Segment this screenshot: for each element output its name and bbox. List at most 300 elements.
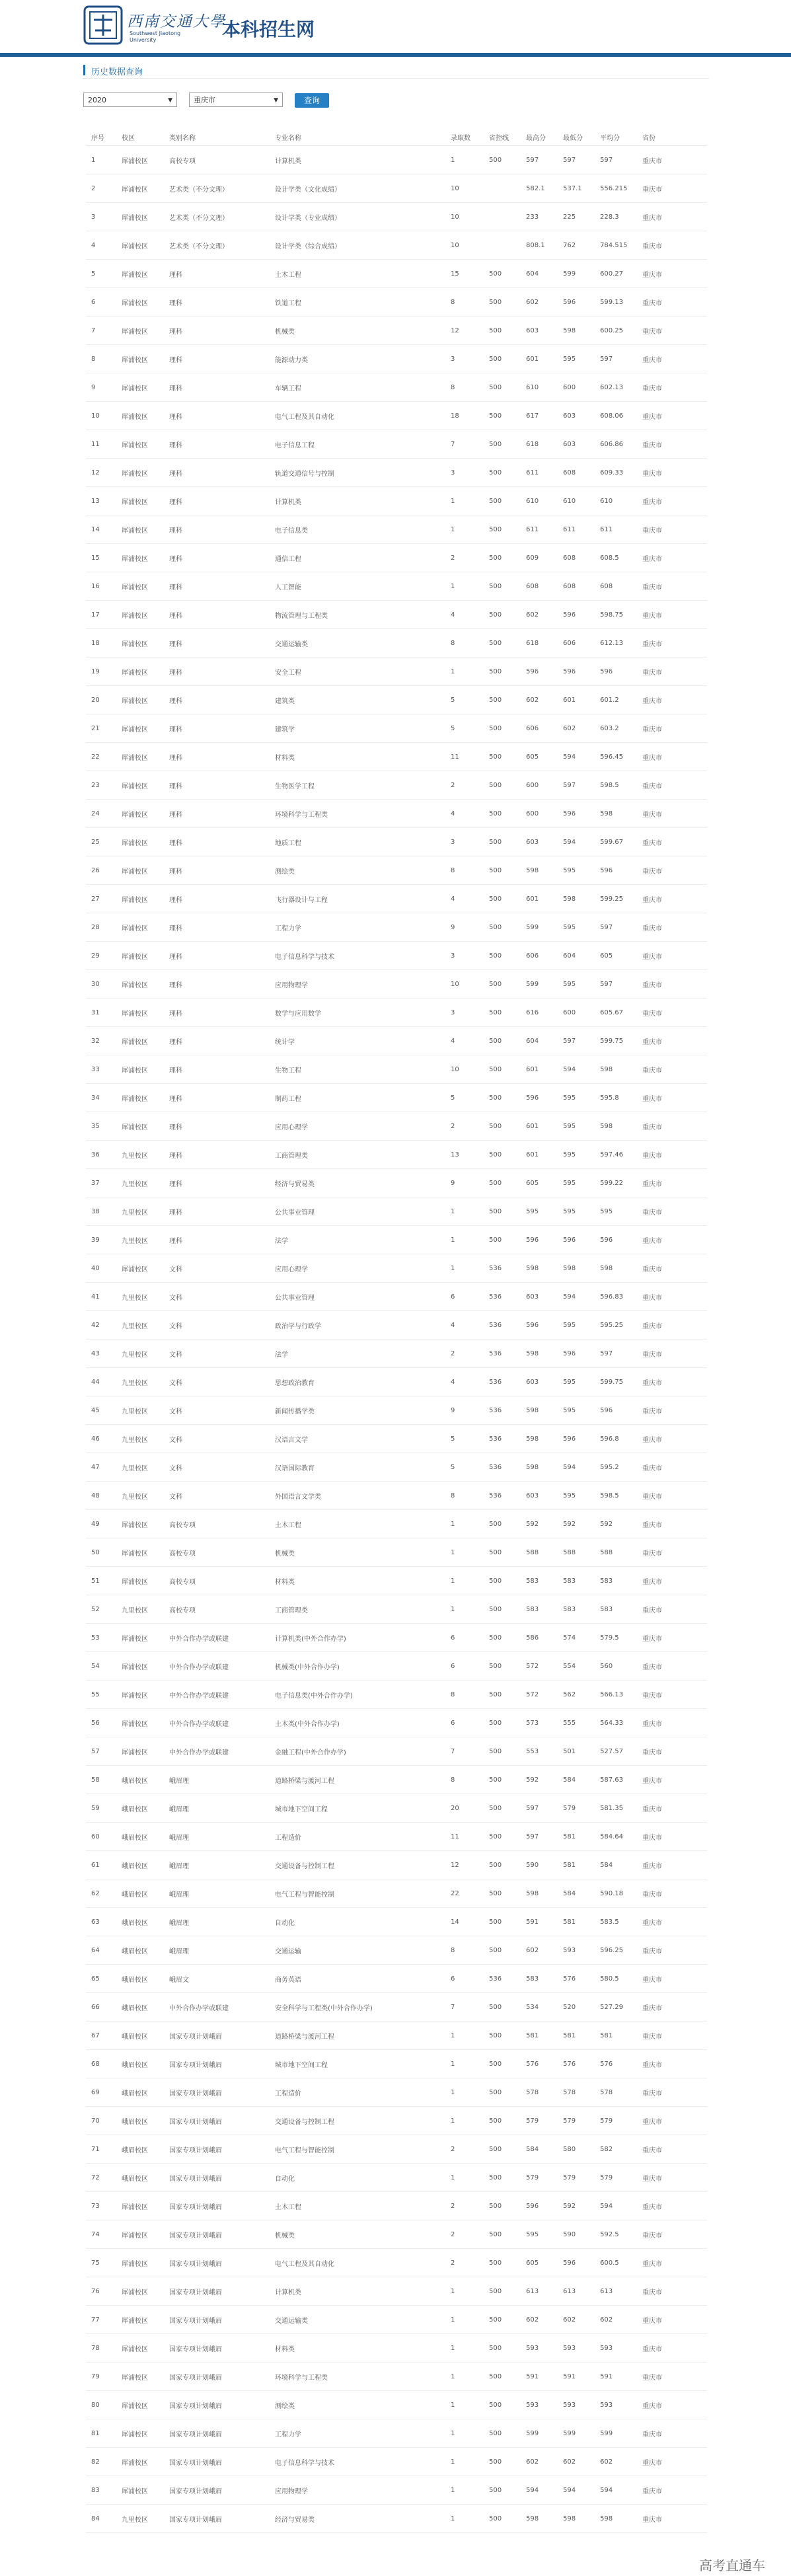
table-cell: 22 <box>86 743 116 771</box>
table-cell: 602 <box>595 2306 637 2334</box>
table-cell: 峨眉文 <box>164 1965 270 1993</box>
table-cell: 600.5 <box>595 2249 637 2277</box>
table-cell: 重庆市 <box>637 2107 707 2135</box>
table-cell: 605 <box>521 2249 558 2277</box>
table-cell: 596.25 <box>595 1936 637 1965</box>
table-cell: 犀浦校区 <box>116 231 164 260</box>
table-cell: 文科 <box>164 1283 270 1311</box>
table-cell: 九里校区 <box>116 1396 164 1425</box>
table-cell: 602 <box>521 1936 558 1965</box>
table-cell: 81 <box>86 2419 116 2448</box>
table-row <box>86 2419 707 2448</box>
table-cell: 56 <box>86 1709 116 1737</box>
table-cell: 9 <box>445 913 484 942</box>
table-cell: 犀浦校区 <box>116 1254 164 1283</box>
table-cell: 84 <box>86 2505 116 2533</box>
table-cell: 26 <box>86 856 116 885</box>
table-cell: 设计学类（综合成绩） <box>270 231 445 260</box>
table-cell: 603 <box>558 430 595 459</box>
table-cell: 598 <box>595 2505 637 2533</box>
table-cell: 理科 <box>164 686 270 714</box>
table-cell: 599 <box>521 2419 558 2448</box>
table-row <box>86 1197 707 1226</box>
table-cell: 环境科学与工程类 <box>270 2363 445 2391</box>
table-cell: 595.25 <box>595 1311 637 1340</box>
table-cell: 1 <box>445 1538 484 1567</box>
table-cell: 500 <box>484 544 521 572</box>
table-cell: 46 <box>86 1425 116 1453</box>
site-title[interactable]: 本科招生网 <box>222 19 315 40</box>
table-cell: 九里校区 <box>116 1283 164 1311</box>
table-cell: 579 <box>558 2164 595 2192</box>
table-cell: 500 <box>484 1112 521 1141</box>
table-cell: 598 <box>595 800 637 828</box>
table-row <box>86 970 707 999</box>
table-cell: 理科 <box>164 885 270 913</box>
table-cell: 统计学 <box>270 1027 445 1055</box>
table-cell: 784.515 <box>595 231 637 260</box>
table-cell: 11 <box>445 743 484 771</box>
table-cell: 国家专项计划峨眉 <box>164 2022 270 2050</box>
table-cell: 598 <box>521 856 558 885</box>
table-cell: 犀浦校区 <box>116 146 164 174</box>
table-cell: 500 <box>484 1226 521 1254</box>
table-cell: 580 <box>558 2135 595 2164</box>
table-row <box>86 601 707 629</box>
table-cell: 228.3 <box>595 203 637 231</box>
table-cell: 犀浦校区 <box>116 1709 164 1737</box>
table-cell: 500 <box>484 1538 521 1567</box>
table-cell: 重庆市 <box>637 1283 707 1311</box>
table-cell: 598 <box>521 1425 558 1453</box>
table-cell: 38 <box>86 1197 116 1226</box>
province-select[interactable] <box>189 93 283 107</box>
table-cell: 国家专项计划峨眉 <box>164 2135 270 2164</box>
table-cell: 597 <box>558 1027 595 1055</box>
table-cell: 500 <box>484 1737 521 1766</box>
table-cell: 582.1 <box>521 174 558 203</box>
table-cell: 1 <box>445 1226 484 1254</box>
table-cell: 599.25 <box>595 885 637 913</box>
table-cell: 537.1 <box>558 174 595 203</box>
table-cell: 计算机类(中外合作办学) <box>270 1624 445 1652</box>
university-logo-icon[interactable] <box>83 5 123 45</box>
table-cell: 25 <box>86 828 116 856</box>
table-cell: 8 <box>445 1681 484 1709</box>
table-cell: 重庆市 <box>637 2419 707 2448</box>
table-cell: 重庆市 <box>637 2249 707 2277</box>
table-cell: 峨眉校区 <box>116 1766 164 1794</box>
table-cell: 593 <box>521 2391 558 2419</box>
table-cell: 犀浦校区 <box>116 2277 164 2306</box>
table-cell: 8 <box>445 1482 484 1510</box>
table-cell: 600 <box>521 800 558 828</box>
table-cell: 6 <box>445 1965 484 1993</box>
table-cell: 电气工程与智能控制 <box>270 1879 445 1908</box>
table-cell: 597 <box>521 1794 558 1823</box>
table-cell: 595.2 <box>595 1453 637 1482</box>
table-cell: 500 <box>484 1681 521 1709</box>
table-cell: 601 <box>521 345 558 373</box>
table-cell: 596 <box>558 2249 595 2277</box>
table-cell: 83 <box>86 2476 116 2505</box>
table-cell: 理科 <box>164 544 270 572</box>
table-cell: 553 <box>521 1737 558 1766</box>
table-cell: 1 <box>445 2164 484 2192</box>
table-cell: 经济与贸易类 <box>270 2505 445 2533</box>
table-cell: 重庆市 <box>637 1368 707 1396</box>
table-cell: 500 <box>484 1510 521 1538</box>
table-cell: 579 <box>595 2107 637 2135</box>
table-cell: 犀浦校区 <box>116 714 164 743</box>
table-row <box>86 2192 707 2220</box>
table-cell: 593 <box>595 2391 637 2419</box>
table-cell: 581 <box>595 2022 637 2050</box>
table-cell: 576 <box>595 2050 637 2078</box>
table-cell: 8 <box>445 373 484 402</box>
table-row <box>86 1141 707 1169</box>
table-cell: 重庆市 <box>637 771 707 800</box>
table-cell: 重庆市 <box>637 1254 707 1283</box>
table-cell: 峨眉理 <box>164 1851 270 1879</box>
table-cell: 50 <box>86 1538 116 1567</box>
table-row <box>86 714 707 743</box>
table-cell: 596 <box>521 1311 558 1340</box>
table-cell: 11 <box>86 430 116 459</box>
table-cell: 文科 <box>164 1425 270 1453</box>
table-row <box>86 1169 707 1197</box>
table-cell: 2 <box>445 2192 484 2220</box>
table-cell: 重庆市 <box>637 1027 707 1055</box>
table-cell: 66 <box>86 1993 116 2022</box>
table-cell: 设计学类（文化成绩） <box>270 174 445 203</box>
table-cell: 重庆市 <box>637 1681 707 1709</box>
table-cell: 4 <box>445 800 484 828</box>
table-cell: 九里校区 <box>116 1482 164 1510</box>
table-cell: 67 <box>86 2022 116 2050</box>
table-cell: 环境科学与工程类 <box>270 800 445 828</box>
table-cell: 重庆市 <box>637 1197 707 1226</box>
table-cell: 重庆市 <box>637 1936 707 1965</box>
chevron-down-icon: ▼ <box>274 97 278 104</box>
watermark: 高考直通车 <box>699 2557 765 2573</box>
table-cell: 理科 <box>164 658 270 686</box>
table-cell: 500 <box>484 2022 521 2050</box>
table-cell: 峨眉校区 <box>116 1851 164 1879</box>
table-row <box>86 856 707 885</box>
table-row <box>86 1879 707 1908</box>
province-select-value: 重庆市 <box>194 96 215 104</box>
table-cell: 2 <box>445 771 484 800</box>
table-cell: 73 <box>86 2192 116 2220</box>
table-cell: 500 <box>484 2419 521 2448</box>
table-cell: 峨眉校区 <box>116 1823 164 1851</box>
table-row <box>86 260 707 288</box>
table-cell: 592 <box>558 1510 595 1538</box>
table-row <box>86 1538 707 1567</box>
table-row <box>86 2306 707 2334</box>
table-cell: 4 <box>445 1027 484 1055</box>
table-cell: 10 <box>445 174 484 203</box>
table-cell: 犀浦校区 <box>116 1737 164 1766</box>
table-cell: 工程力学 <box>270 2419 445 2448</box>
table-cell: 500 <box>484 1908 521 1936</box>
table-cell: 74 <box>86 2220 116 2249</box>
table-cell: 峨眉校区 <box>116 2050 164 2078</box>
table-cell: 犀浦校区 <box>116 317 164 345</box>
table-cell: 596 <box>558 1425 595 1453</box>
table-cell: 500 <box>484 629 521 658</box>
table-cell: 公共事业管理 <box>270 1283 445 1311</box>
table-cell: 592 <box>558 2192 595 2220</box>
table-cell: 500 <box>484 2505 521 2533</box>
table-cell: 588 <box>595 1538 637 1567</box>
table-cell: 63 <box>86 1908 116 1936</box>
table-cell: 计算机类 <box>270 487 445 515</box>
table-cell: 592 <box>521 1510 558 1538</box>
table-cell: 591 <box>521 1908 558 1936</box>
table-cell: 43 <box>86 1340 116 1368</box>
table-cell: 交通运输类 <box>270 2306 445 2334</box>
table-cell: 500 <box>484 1766 521 1794</box>
column-header: 省控线 <box>484 128 521 146</box>
table-cell: 606.86 <box>595 430 637 459</box>
table-cell: 重庆市 <box>637 1055 707 1084</box>
table-cell: 605 <box>521 1169 558 1197</box>
table-cell: 1 <box>445 2078 484 2107</box>
table-row <box>86 1595 707 1624</box>
table-cell: 理科 <box>164 856 270 885</box>
table-cell: 国家专项计划峨眉 <box>164 2363 270 2391</box>
table-cell: 文科 <box>164 1482 270 1510</box>
table-cell: 2 <box>86 174 116 203</box>
table-cell: 40 <box>86 1254 116 1283</box>
table-cell: 595 <box>558 1311 595 1340</box>
table-cell: 576 <box>521 2050 558 2078</box>
table-cell: 598 <box>595 1254 637 1283</box>
table-cell: 501 <box>558 1737 595 1766</box>
table-cell: 8 <box>445 1936 484 1965</box>
table-row <box>86 317 707 345</box>
table-cell: 500 <box>484 856 521 885</box>
table-cell: 7 <box>445 430 484 459</box>
table-cell: 10 <box>445 231 484 260</box>
table-cell: 城市地下空间工程 <box>270 1794 445 1823</box>
table-cell: 595 <box>558 1482 595 1510</box>
table-cell: 4 <box>445 601 484 629</box>
table-cell: 616 <box>521 999 558 1027</box>
table-cell: 重庆市 <box>637 1510 707 1538</box>
table-cell: 14 <box>86 515 116 544</box>
table-cell: 500 <box>484 771 521 800</box>
table-cell: 犀浦校区 <box>116 601 164 629</box>
table-cell: 500 <box>484 1197 521 1226</box>
table-cell: 17 <box>86 601 116 629</box>
table-cell: 高校专项 <box>164 146 270 174</box>
table-cell: 500 <box>484 1851 521 1879</box>
table-cell: 599.75 <box>595 1368 637 1396</box>
table-cell: 61 <box>86 1851 116 1879</box>
table-row <box>86 999 707 1027</box>
table-cell: 582 <box>595 2135 637 2164</box>
table-cell: 500 <box>484 345 521 373</box>
table-cell: 犀浦校区 <box>116 2192 164 2220</box>
table-cell: 612.13 <box>595 629 637 658</box>
table-cell: 588 <box>558 1538 595 1567</box>
table-cell: 603.2 <box>595 714 637 743</box>
table-cell: 594 <box>595 2192 637 2220</box>
chevron-down-icon: ▼ <box>168 97 172 104</box>
table-row <box>86 2022 707 2050</box>
table-row <box>86 2505 707 2533</box>
table-cell: 500 <box>484 2050 521 2078</box>
table-cell: 76 <box>86 2277 116 2306</box>
table-cell: 500 <box>484 373 521 402</box>
table-row <box>86 1652 707 1681</box>
table-cell: 578 <box>558 2078 595 2107</box>
table-cell: 7 <box>86 317 116 345</box>
table-cell: 618 <box>521 430 558 459</box>
table-cell: 500 <box>484 686 521 714</box>
table-cell: 外国语言文学类 <box>270 1482 445 1510</box>
table-cell: 材料类 <box>270 1567 445 1595</box>
table-cell: 581 <box>558 1851 595 1879</box>
table-cell: 9 <box>445 1169 484 1197</box>
table-cell: 602 <box>521 601 558 629</box>
table-cell: 理科 <box>164 1027 270 1055</box>
table-cell: 重庆市 <box>637 1794 707 1823</box>
table-cell: 500 <box>484 1595 521 1624</box>
table-cell: 581 <box>558 2022 595 2050</box>
table-cell: 576 <box>558 1965 595 1993</box>
table-cell: 592 <box>521 1766 558 1794</box>
table-cell: 602 <box>558 2306 595 2334</box>
table-cell: 527.57 <box>595 1737 637 1766</box>
table-cell: 580.5 <box>595 1965 637 1993</box>
table-cell: 1 <box>445 2391 484 2419</box>
table-cell: 理科 <box>164 714 270 743</box>
table-cell: 交通设备与控制工程 <box>270 1851 445 1879</box>
table-cell: 犀浦校区 <box>116 771 164 800</box>
table-cell: 10 <box>445 203 484 231</box>
table-cell: 7 <box>445 1737 484 1766</box>
table-cell: 法学 <box>270 1226 445 1254</box>
table-row <box>86 2078 707 2107</box>
table-row <box>86 1027 707 1055</box>
table-cell: 重庆市 <box>637 714 707 743</box>
table-row <box>86 1084 707 1112</box>
year-select[interactable] <box>83 93 177 107</box>
year-select-value: 2020 <box>88 96 106 104</box>
table-cell: 578 <box>595 2078 637 2107</box>
table-cell: 42 <box>86 1311 116 1340</box>
table-cell: 自动化 <box>270 2164 445 2192</box>
table-cell: 45 <box>86 1396 116 1425</box>
table-cell: 609.33 <box>595 459 637 487</box>
table-cell: 595 <box>558 1141 595 1169</box>
table-cell: 重庆市 <box>637 2220 707 2249</box>
header-divider <box>0 53 791 57</box>
table-cell: 文科 <box>164 1254 270 1283</box>
table-cell: 595 <box>558 1368 595 1396</box>
table-cell: 590 <box>558 2220 595 2249</box>
table-cell: 500 <box>484 2448 521 2476</box>
table-cell: 九里校区 <box>116 1311 164 1340</box>
table-cell: 4 <box>445 1368 484 1396</box>
table-cell: 608.5 <box>595 544 637 572</box>
table-cell: 610 <box>521 373 558 402</box>
table-cell: 犀浦校区 <box>116 1027 164 1055</box>
table-cell: 79 <box>86 2363 116 2391</box>
table-cell: 595 <box>595 1197 637 1226</box>
table-cell: 3 <box>445 459 484 487</box>
table-cell: 重庆市 <box>637 999 707 1027</box>
table-cell: 11 <box>445 1823 484 1851</box>
table-row <box>86 231 707 260</box>
table-cell: 理科 <box>164 572 270 601</box>
table-cell: 583 <box>521 1567 558 1595</box>
table-row <box>86 487 707 515</box>
table-cell: 601 <box>521 1055 558 1084</box>
table-cell: 安全科学与工程类(中外合作办学) <box>270 1993 445 2022</box>
table-cell: 35 <box>86 1112 116 1141</box>
table-cell: 犀浦校区 <box>116 430 164 459</box>
table-cell: 581 <box>558 1823 595 1851</box>
table-cell: 中外合作办学或联建 <box>164 1737 270 1766</box>
table-row <box>86 174 707 203</box>
table-cell: 中外合作办学或联建 <box>164 1993 270 2022</box>
table-cell: 理科 <box>164 1226 270 1254</box>
table-cell: 艺术类（不分文理） <box>164 203 270 231</box>
table-cell: 九里校区 <box>116 1368 164 1396</box>
table-cell: 重庆市 <box>637 743 707 771</box>
table-cell: 犀浦校区 <box>116 1055 164 1084</box>
table-cell <box>484 203 521 231</box>
table-row <box>86 1851 707 1879</box>
table-cell: 重庆市 <box>637 345 707 373</box>
table-cell: 618 <box>521 629 558 658</box>
table-cell: 595 <box>521 1197 558 1226</box>
table-row <box>86 1283 707 1311</box>
table-cell: 233 <box>521 203 558 231</box>
table-cell: 606 <box>521 714 558 743</box>
table-cell: 593 <box>595 2334 637 2363</box>
table-cell: 500 <box>484 430 521 459</box>
table-cell: 通信工程 <box>270 544 445 572</box>
table-cell: 55 <box>86 1681 116 1709</box>
table-cell: 峨眉校区 <box>116 1965 164 1993</box>
table-cell: 58 <box>86 1766 116 1794</box>
query-button[interactable]: 查询 <box>295 93 329 108</box>
table-cell: 598 <box>521 2505 558 2533</box>
table-row <box>86 2391 707 2419</box>
table-cell: 593 <box>558 2391 595 2419</box>
table-cell: 500 <box>484 402 521 430</box>
table-cell: 14 <box>445 1908 484 1936</box>
table-cell: 598 <box>521 1453 558 1482</box>
table-cell: 21 <box>86 714 116 743</box>
table-cell: 500 <box>484 1993 521 2022</box>
table-cell: 613 <box>558 2277 595 2306</box>
table-row <box>86 2277 707 2306</box>
table-cell: 人工智能 <box>270 572 445 601</box>
table-cell: 608 <box>521 572 558 601</box>
table-cell: 九里校区 <box>116 1595 164 1624</box>
table-cell: 峨眉校区 <box>116 1908 164 1936</box>
table-cell: 584 <box>595 1851 637 1879</box>
table-cell: 500 <box>484 487 521 515</box>
table-cell: 重庆市 <box>637 1595 707 1624</box>
